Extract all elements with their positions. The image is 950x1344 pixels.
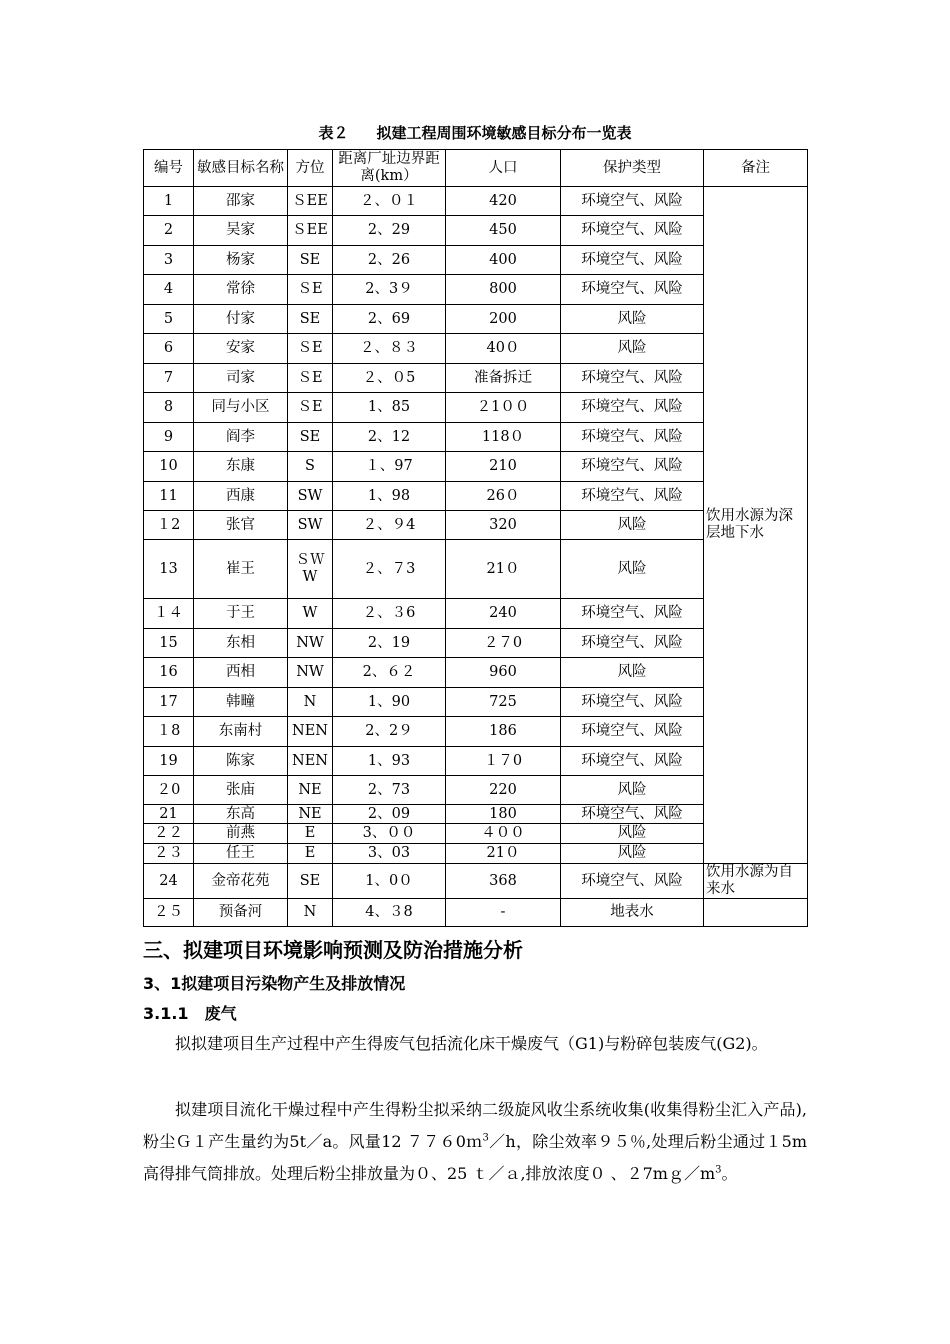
cell-protection-type: 环境空气、风险 [561, 599, 704, 629]
cell-protection-type: 环境空气、风险 [561, 275, 704, 305]
cell-target-name: 崔王 [194, 540, 288, 599]
cell-protection-type: 风险 [561, 658, 704, 688]
cell-protection-type: 环境空气、风险 [561, 452, 704, 482]
header-cell: 人口 [446, 150, 561, 187]
cell-direction: SW [288, 482, 333, 511]
cell-population: 400 [446, 246, 561, 275]
cell-direction: S [288, 452, 333, 482]
cell-population: 320 [446, 511, 561, 540]
cell-target-name: 韩疃 [194, 688, 288, 717]
header-cell: 距离厂址边界距离(km） [333, 150, 446, 187]
cell-target-name: 东相 [194, 629, 288, 658]
cell-row-number: ２５ [144, 899, 194, 927]
cell-target-name: 金帝花苑 [194, 864, 288, 899]
cell-distance: 2、73 [333, 776, 446, 805]
cell-population: １７0 [446, 747, 561, 776]
cell-direction: SE [288, 246, 333, 275]
cell-target-name: 张官 [194, 511, 288, 540]
cell-target-name: 陈家 [194, 747, 288, 776]
cell-row-number: 15 [144, 629, 194, 658]
cell-protection-type: 环境空气、风险 [561, 187, 704, 216]
cell-protection-type: 环境空气、风险 [561, 629, 704, 658]
cell-population: 200 [446, 305, 561, 334]
cell-direction: NEN [288, 717, 333, 747]
cell-row-number: 16 [144, 658, 194, 688]
cell-protection-type: 环境空气、风险 [561, 805, 704, 824]
cell-target-name: 杨家 [194, 246, 288, 275]
cell-direction: NE [288, 805, 333, 824]
cell-direction: W [288, 599, 333, 629]
cell-target-name: 吴家 [194, 216, 288, 246]
cell-protection-type: 环境空气、风险 [561, 747, 704, 776]
cell-row-number: 9 [144, 423, 194, 452]
cell-direction: ＳＷW [288, 540, 333, 599]
cell-row-number: 2 [144, 216, 194, 246]
cell-population: 420 [446, 187, 561, 216]
cell-protection-type: 环境空气、风险 [561, 246, 704, 275]
cell-distance: 1、98 [333, 482, 446, 511]
superscript: 3 [715, 1164, 722, 1176]
cell-protection-type: 风险 [561, 776, 704, 805]
note-tapwater: 饮用水源为自来水 [704, 864, 808, 899]
cell-distance: ２、０１ [333, 187, 446, 216]
cell-row-number: １４ [144, 599, 194, 629]
cell-direction: NEN [288, 747, 333, 776]
cell-protection-type: 环境空气、风险 [561, 364, 704, 393]
cell-target-name: 张庙 [194, 776, 288, 805]
cell-distance: 1、85 [333, 393, 446, 423]
table-body [144, 187, 808, 927]
cell-distance: 1、90 [333, 688, 446, 717]
table-header-row [144, 150, 808, 187]
cell-direction: ＳE [288, 334, 333, 364]
subsection-heading: 3、1拟建项目污染物产生及排放情况 [143, 974, 406, 993]
cell-distance: ２、９4 [333, 511, 446, 540]
cell-row-number: 13 [144, 540, 194, 599]
note-groundwater: 饮用水源为深层地下水 [704, 187, 808, 864]
cell-population: 368 [446, 864, 561, 899]
table-caption-title: 拟建工程周围环境敏感目标分布一览表 [376, 124, 632, 142]
cell-direction: N [288, 688, 333, 717]
cell-population: 26０ [446, 482, 561, 511]
header-cell: 敏感目标名称 [194, 150, 288, 187]
cell-target-name: 东康 [194, 452, 288, 482]
cell-population: 180 [446, 805, 561, 824]
cell-row-number: ２0 [144, 776, 194, 805]
cell-target-name: 预备河 [194, 899, 288, 927]
table-row [144, 864, 808, 899]
superscript: 3 [482, 1132, 489, 1144]
cell-row-number: 24 [144, 864, 194, 899]
cell-population: ４００ [446, 824, 561, 844]
cell-direction: SE [288, 423, 333, 452]
cell-distance: １、97 [333, 452, 446, 482]
cell-distance: 2、3９ [333, 275, 446, 305]
cell-direction: E [288, 824, 333, 844]
cell-population: ２７0 [446, 629, 561, 658]
cell-row-number: 10 [144, 452, 194, 482]
cell-population: 186 [446, 717, 561, 747]
cell-population: 21０ [446, 540, 561, 599]
cell-distance: ２、８３ [333, 334, 446, 364]
cell-target-name: 安家 [194, 334, 288, 364]
cell-direction: ＳE [288, 364, 333, 393]
cell-population: 450 [446, 216, 561, 246]
cell-population: 240 [446, 599, 561, 629]
cell-protection-type: 环境空气、风险 [561, 393, 704, 423]
cell-direction: ＳEE [288, 187, 333, 216]
cell-distance: 3、03 [333, 844, 446, 864]
cell-distance: 2、29 [333, 216, 446, 246]
cell-distance: 4、３8 [333, 899, 446, 927]
cell-distance: ２、３6 [333, 599, 446, 629]
cell-population: 960 [446, 658, 561, 688]
cell-row-number: 11 [144, 482, 194, 511]
cell-target-name: 西相 [194, 658, 288, 688]
cell-target-name: 东南村 [194, 717, 288, 747]
cell-target-name: 西康 [194, 482, 288, 511]
cell-target-name: 任王 [194, 844, 288, 864]
cell-distance: 2、12 [333, 423, 446, 452]
cell-distance: 2、69 [333, 305, 446, 334]
cell-row-number: １8 [144, 717, 194, 747]
cell-row-number: 1 [144, 187, 194, 216]
cell-target-name: 阎李 [194, 423, 288, 452]
subsubsection-number: 3.1.1 [143, 1004, 189, 1023]
cell-protection-type: 风险 [561, 305, 704, 334]
cell-distance: 2、６２ [333, 658, 446, 688]
note-empty [704, 899, 808, 927]
cell-distance: 3、００ [333, 824, 446, 844]
cell-protection-type: 风险 [561, 844, 704, 864]
cell-target-name: 前燕 [194, 824, 288, 844]
cell-distance: 1、0０ [333, 864, 446, 899]
sensitive-targets-table [143, 149, 808, 927]
paragraph-text: ／h，除尘效率９５％,处理后粉尘通过１5m高得排气筒排放。处理后粉尘排放量为０、25 ｔ／ａ,排放浓度０ 、２7mｇ／m [143, 1132, 807, 1183]
cell-row-number: 19 [144, 747, 194, 776]
cell-direction: SW [288, 511, 333, 540]
cell-target-name: 东高 [194, 805, 288, 824]
cell-protection-type: 地表水 [561, 899, 704, 927]
cell-population: 210 [446, 452, 561, 482]
cell-population: 21０ [446, 844, 561, 864]
cell-row-number: 21 [144, 805, 194, 824]
cell-target-name: 于王 [194, 599, 288, 629]
cell-protection-type: 风险 [561, 334, 704, 364]
cell-protection-type: 环境空气、风险 [561, 688, 704, 717]
header-cell: 编号 [144, 150, 194, 187]
cell-direction: SE [288, 305, 333, 334]
cell-protection-type: 风险 [561, 540, 704, 599]
cell-distance: 2、19 [333, 629, 446, 658]
cell-population: ２1００ [446, 393, 561, 423]
cell-distance: 2、26 [333, 246, 446, 275]
cell-population: 725 [446, 688, 561, 717]
paragraph-dust-treatment [143, 1094, 807, 1190]
table-caption-label: 表２ [318, 124, 349, 142]
cell-protection-type: 风险 [561, 511, 704, 540]
cell-population: 800 [446, 275, 561, 305]
cell-target-name: 付家 [194, 305, 288, 334]
table-row [144, 187, 808, 216]
table-caption [0, 122, 950, 143]
cell-direction: ＳE [288, 393, 333, 423]
cell-target-name: 司家 [194, 364, 288, 393]
cell-protection-type: 环境空气、风险 [561, 717, 704, 747]
cell-distance: ２、０5 [333, 364, 446, 393]
cell-direction: ＳEE [288, 216, 333, 246]
cell-direction: ＳE [288, 275, 333, 305]
cell-population: 220 [446, 776, 561, 805]
cell-population: - [446, 899, 561, 927]
cell-row-number: 3 [144, 246, 194, 275]
cell-row-number: 4 [144, 275, 194, 305]
cell-row-number: 5 [144, 305, 194, 334]
cell-row-number: 6 [144, 334, 194, 364]
cell-direction: E [288, 844, 333, 864]
cell-direction: SE [288, 864, 333, 899]
header-cell: 保护类型 [561, 150, 704, 187]
cell-distance: 1、93 [333, 747, 446, 776]
paragraph-text: 。 [721, 1164, 738, 1183]
cell-protection-type: 风险 [561, 824, 704, 844]
cell-population: 准备拆迁 [446, 364, 561, 393]
cell-distance: 2、2９ [333, 717, 446, 747]
paragraph-text: 拟建项目流化干燥过程中产生得粉尘拟采纳二级旋风收尘系统收集(收集得粉尘汇入产品),粉尘Ｇ１产生量约为5t／a。风量12 ７７６0ｍ [143, 1100, 807, 1151]
table-row [144, 899, 808, 927]
paragraph-waste-gas-sources: 拟拟建项目生产过程中产生得废气包括流化床干燥废气（G1)与粉碎包装废气(G2)。 [175, 1034, 768, 1053]
cell-protection-type: 环境空气、风险 [561, 482, 704, 511]
cell-distance: 2、09 [333, 805, 446, 824]
subsubsection-heading [143, 1001, 237, 1024]
cell-row-number: 7 [144, 364, 194, 393]
cell-direction: N [288, 899, 333, 927]
cell-direction: NE [288, 776, 333, 805]
cell-direction: NW [288, 658, 333, 688]
cell-target-name: 同与小区 [194, 393, 288, 423]
cell-distance: ２、７3 [333, 540, 446, 599]
cell-row-number: 17 [144, 688, 194, 717]
cell-population: 40０ [446, 334, 561, 364]
cell-population: 118０ [446, 423, 561, 452]
header-cell: 方位 [288, 150, 333, 187]
cell-protection-type: 环境空气、风险 [561, 423, 704, 452]
cell-row-number: 8 [144, 393, 194, 423]
subsubsection-title: 废气 [204, 1004, 237, 1023]
cell-target-name: 邵家 [194, 187, 288, 216]
header-cell: 备注 [704, 150, 808, 187]
cell-protection-type: 环境空气、风险 [561, 216, 704, 246]
cell-protection-type: 环境空气、风险 [561, 864, 704, 899]
section-heading: 三、拟建项目环境影响预测及防治措施分析 [143, 938, 523, 962]
cell-row-number: ２２ [144, 824, 194, 844]
cell-direction: NW [288, 629, 333, 658]
cell-row-number: ２３ [144, 844, 194, 864]
cell-target-name: 常徐 [194, 275, 288, 305]
cell-row-number: １2 [144, 511, 194, 540]
